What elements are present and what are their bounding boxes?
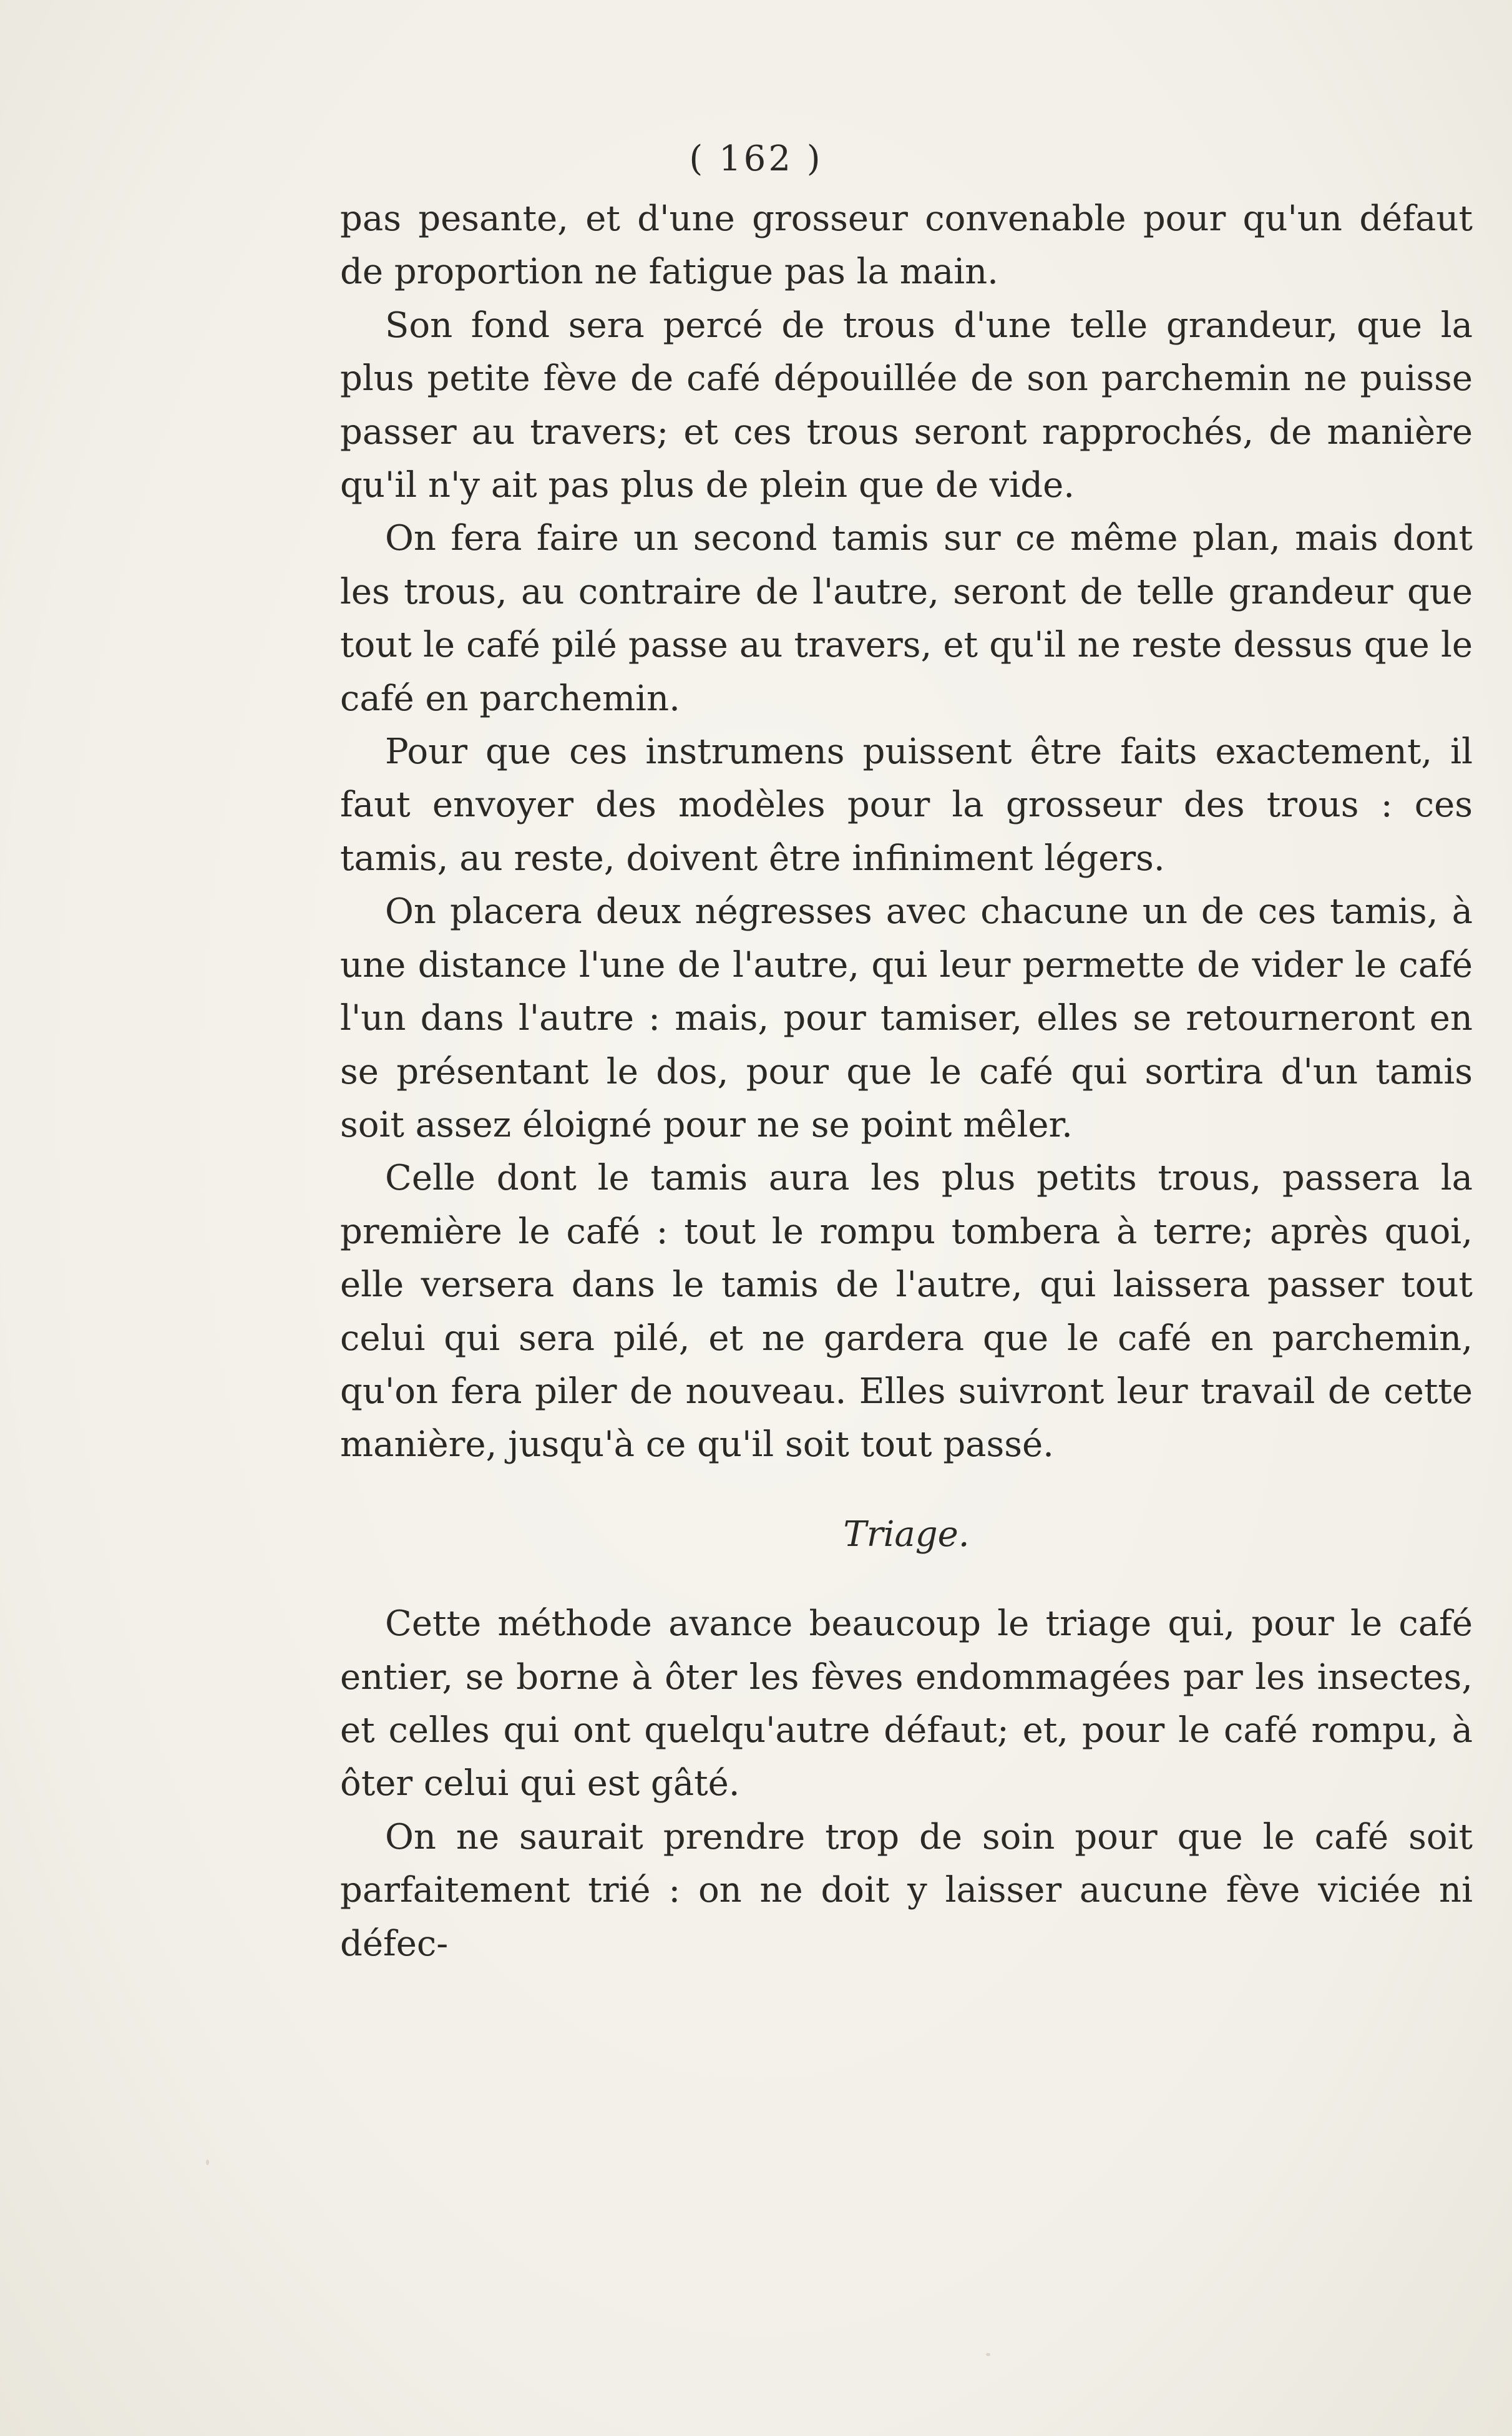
- paragraph-sieving-process: Celle dont le tamis aura les plus petits trous, passera la première le café : tout le rompu tombera à terre; après quoi, elle versera dans le tamis de l'autre, qui laissera passer tout celui qui sera pilé, et ne gardera que le café en parchemin, qu'on fera piler de nouveau. Elles suivront leur travail de cette manière, jusqu'à ce qu'il soit tout passé.: [340, 1158, 1473, 1465]
- paragraph-sorting-method: Cette méthode avance beaucoup le triage qui, pour le café entier, se borne à ôter les fèves endommagées par les insectes, et celles qui ont quelqu'autre défaut; et, pour le café rompu, à ôter celui qui est gâté.: [340, 1603, 1473, 1804]
- paragraph-continuation: pas pesante, et d'une grosseur convenable pour qu'un défaut de proportion ne fatigue pas la main.: [340, 198, 1473, 293]
- paper-speck: [986, 2353, 990, 2356]
- section-heading-triage: Triage.: [843, 1514, 970, 1555]
- paragraph-sorting-care: On ne saurait prendre trop de soin pour que le café soit parfaitement trié : on ne doit y laisser aucune fève viciée ni défec-: [340, 1816, 1473, 1964]
- paragraph-instruments: Pour que ces instrumens puissent être faits exactement, il faut envoyer des modèles pour la grosseur des trous : ces tamis, au reste, doivent être infiniment légers.: [340, 731, 1473, 879]
- page-number: ( 162 ): [689, 139, 823, 179]
- body-text: [340, 192, 1473, 1970]
- paragraph-two-workers: On placera deux négresses avec chacune un de ces tamis, à une distance l'une de l'autre, qui leur permette de vider le café l'un dans l'autre : mais, pour tamiser, elles se retourneront en se présentant le dos, pour que le café qui sortira d'un tamis soit assez éloigné pour ne se point mêler.: [340, 891, 1473, 1145]
- paragraph-second-sieve: On fera faire un second tamis sur ce même plan, mais dont les trous, au contraire de l'autre, seront de telle grandeur que tout le café pilé passe au travers, et qu'il ne reste dessus que le café en parchemin.: [340, 518, 1473, 719]
- paper-speck: [206, 2160, 209, 2165]
- paragraph-sieve-bottom: Son fond sera percé de trous d'une telle grandeur, que la plus petite fève de café dépouillée de son parchemin ne puisse passer au travers; et ces trous seront rapprochés, de manière qu'il n'y ait pas plus de plein que de vide.: [340, 305, 1473, 506]
